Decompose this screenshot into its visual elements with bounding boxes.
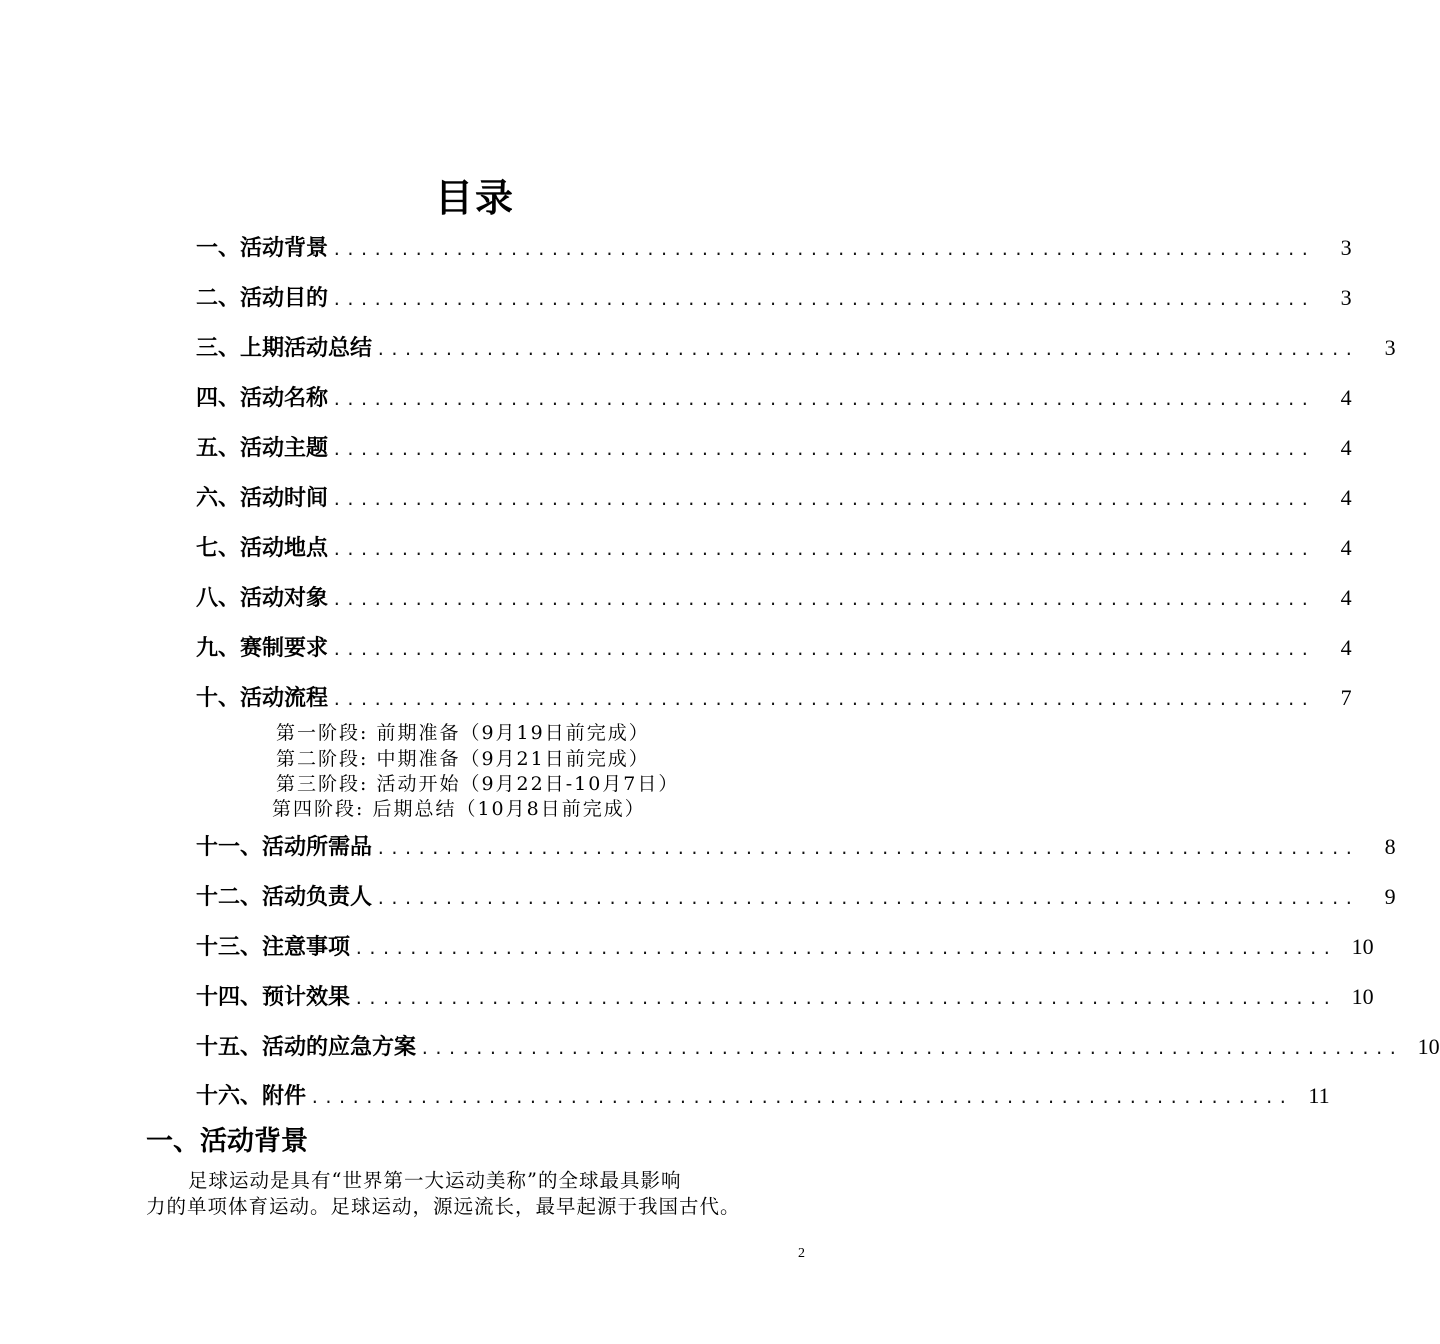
toc-entry-page: 8 (1384, 834, 1396, 859)
toc-dot-leader: ........................................................................ (332, 290, 1314, 309)
toc-dot-leader: ........................................................................ (420, 1039, 1402, 1058)
toc-entry-page: 7 (1340, 685, 1352, 710)
toc-entry[interactable] (196, 531, 1352, 565)
toc-entry-label: 十六、附件 (196, 1084, 307, 1109)
toc-entry[interactable] (196, 980, 1374, 1014)
toc-entry[interactable] (196, 381, 1352, 415)
toc-dot-leader: ........................................................................ (376, 340, 1358, 359)
toc-entry-page: 10 (1417, 1034, 1440, 1059)
toc-stage-line: 第二阶段: 中期准备（9月21日前完成） (276, 748, 650, 770)
section-heading: 一、活动背景 (146, 1126, 308, 1157)
toc-entry-page: 4 (1340, 385, 1352, 410)
toc-entry-label: 十、活动流程 (196, 686, 329, 711)
toc-entry[interactable] (196, 681, 1352, 715)
toc-entry-page: 11 (1308, 1083, 1330, 1108)
toc-entry[interactable] (196, 1030, 1440, 1064)
toc-entry[interactable] (196, 281, 1352, 315)
toc-entry-page: 3 (1340, 235, 1352, 260)
toc-dot-leader: ........................................................................ (354, 939, 1336, 958)
toc-entry-label: 十二、活动负责人 (196, 885, 373, 910)
toc-stage-line: 第四阶段: 后期总结（10月8日前完成） (272, 798, 646, 820)
toc-entry-label: 十五、活动的应急方案 (196, 1035, 417, 1060)
toc-entry-page: 10 (1351, 984, 1374, 1009)
toc-entry-label: 四、活动名称 (196, 386, 329, 411)
toc-entry-label: 八、活动对象 (196, 586, 329, 611)
toc-entry-page: 9 (1384, 884, 1396, 909)
toc-entry[interactable] (196, 481, 1352, 515)
toc-title: 目录 (434, 176, 515, 220)
toc-entry-page: 4 (1340, 485, 1352, 510)
toc-entry-page: 4 (1340, 435, 1352, 460)
toc-entry-page: 4 (1340, 635, 1352, 660)
toc-entry-page: 3 (1384, 335, 1396, 360)
page-number: 2 (798, 1246, 805, 1261)
toc-dot-leader: ........................................................................ (332, 540, 1314, 559)
toc-dot-leader: ........................................................................ (376, 889, 1358, 908)
toc-entry-label: 十一、活动所需品 (196, 835, 373, 860)
toc-entry-page: 3 (1340, 285, 1352, 310)
toc-entry[interactable] (196, 581, 1352, 615)
toc-dot-leader: ........................................................................ (354, 989, 1336, 1008)
toc-entry-label: 二、活动目的 (196, 286, 329, 311)
toc-entry[interactable] (196, 631, 1352, 665)
toc-entry-label: 六、活动时间 (196, 486, 329, 511)
toc-dot-leader: ........................................................................ (332, 440, 1314, 459)
toc-dot-leader: ........................................................................ (332, 690, 1314, 709)
toc-entry[interactable] (196, 431, 1352, 465)
toc-entry-label: 一、活动背景 (196, 236, 329, 261)
toc-entry[interactable] (196, 880, 1396, 914)
toc-entry[interactable] (196, 331, 1396, 365)
toc-entry-label: 九、赛制要求 (196, 636, 329, 661)
toc-entry[interactable] (196, 231, 1352, 265)
toc-entry-label: 五、活动主题 (196, 436, 329, 461)
toc-dot-leader: ........................................................................ (332, 490, 1314, 509)
toc-entry-page: 10 (1351, 934, 1374, 959)
toc-dot-leader: ........................................................................ (310, 1088, 1292, 1107)
toc-entry-label: 七、活动地点 (196, 536, 329, 561)
toc-dot-leader: ........................................................................ (332, 390, 1314, 409)
paragraph-line: 足球运动是具有“世界第一大运动美称”的全球最具影响 (188, 1169, 682, 1192)
toc-entry-label: 十四、预计效果 (196, 985, 351, 1010)
toc-entry-page: 4 (1340, 535, 1352, 560)
toc-stage-line: 第三阶段: 活动开始（9月22日-10月7日） (276, 773, 680, 795)
toc-dot-leader: ........................................................................ (376, 839, 1358, 858)
toc-entry-page: 4 (1340, 585, 1352, 610)
toc-stage-line: 第一阶段: 前期准备（9月19日前完成） (276, 722, 650, 744)
paragraph-line: 力的单项体育运动。足球运动，源远流长，最早起源于我国古代。 (146, 1195, 741, 1218)
toc-dot-leader: ........................................................................ (332, 640, 1314, 659)
toc-entry-label: 三、上期活动总结 (196, 336, 373, 361)
toc-entry-label: 十三、注意事项 (196, 935, 351, 960)
toc-entry[interactable] (196, 930, 1374, 964)
toc-dot-leader: ........................................................................ (332, 590, 1314, 609)
toc-dot-leader: ........................................................................ (332, 240, 1314, 259)
toc-entry[interactable] (196, 830, 1396, 864)
toc-entry[interactable] (196, 1079, 1330, 1113)
